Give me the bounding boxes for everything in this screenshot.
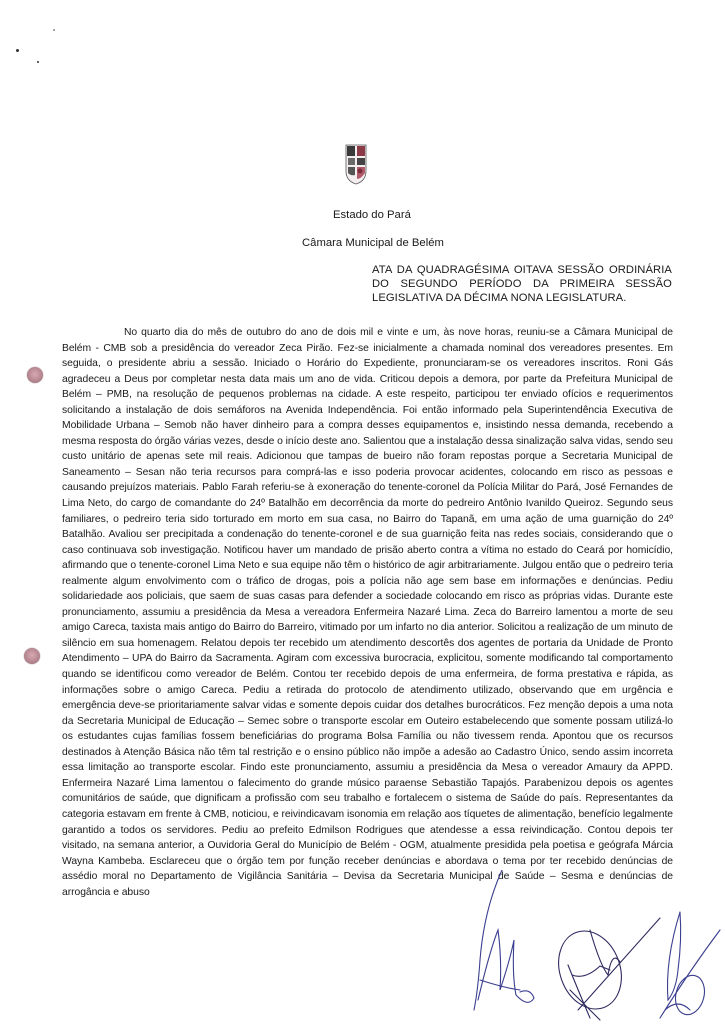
punch-hole-mark [27, 367, 43, 383]
signature-1 [474, 870, 534, 1010]
chamber-name: Câmara Municipal de Belém [302, 237, 444, 249]
coat-of-arms-icon [345, 143, 367, 185]
scan-speck [37, 61, 39, 63]
signature-2 [548, 918, 660, 1020]
signatures-area [450, 870, 725, 1024]
scan-speck [53, 29, 55, 31]
body-paragraph: No quarto dia do mês de outubro do ano de dois mil e vinte e um, às nove horas, reuniu-se a Câmara Municipal de Belém - CMB sob a presidência do vereador Zeca Pirão. Fez-se inicialmente a chamada nominal dos vereadores presentes. Em seguida, o presidente abriu a sessão. Iniciado o Horário do Expediente, pronunciaram-se os vereadores inscritos. Roni Gás agradeceu a Deus por completar nesta data mais um ano de vida. Criticou depois a demora, por parte da Prefeitura Municipal de Belém – PMB, na resolução de pequenos problemas na cidade. A este respeito, participou ter enviado ofícios e requerimentos solicitando a instalação de dois semáforos na Avenida Independência. Foi então informado pela Superintendência Executiva de Mobilidade Urbana – Semob não haver dinheiro para a compra desses equipamentos e, insistindo nessa demanda, recebendo a mesma resposta do órgão várias vezes, desde o início deste ano. Salientou que a instalação dessa sinalização salva vidas, sendo seu custo unitário de apenas sete mil reais. Adicionou que tampas de bueiro não foram repostas porque a Secretaria Municipal de Saneamento – Sesan não teria recursos para comprá-las e isso poderia provocar acidentes, colocando em risco as pessoas e causando prejuízos materiais. Pablo Farah referiu-se à exoneração do tenente-coronel da Polícia Militar do Pará, José Fernandes de Lima Neto, do cargo de comandante do 24º Batalhão em decorrência da morte do pedreiro Antônio Ivanildo Queiroz. Segundo seus familiares, o pedreiro teria sido torturado em morto em sua casa, no Bairro do Tapanã, em uma ação de uma guarnição do 24º Batalhão. Avaliou ser precipitada a condenação do tenente-coronel e de sua guarnição feita nas redes sociais, considerando que o caso continuava sob investigação. Notificou haver um mandado de prisão aberto contra a vítima no estado do Ceará por homicídio, afirmando que o tenente-coronel Lima Neto e sua equipe não têm o histórico de agir arbitrariamente. Julgou então que o pedreiro teria realmente algum envolvimento com o tráfico de drogas, pois a polícia não age sem base em informações e denúncias. Pediu solidariedade aos policiais, que saem de suas casas para defender a sociedade colocando em risco as próprias vidas. Durante este pronunciamento, assumiu a presidência da Mesa a vereadora Enfermeira Nazaré Lima. Zeca do Barreiro lamentou a morte de seu amigo Careca, taxista mais antigo do Bairro do Barreiro, vitimado por um infarto no dia anterior. Solicitou a realização de um minuto de silêncio em sua homenagem. Relatou depois ter recebido um atendimento descortês dos agentes de portaria da Unidade de Pronto Atendimento – UPA do Bairro da Sacramenta. Agiram com excessiva burocracia, explicitou, somente modificando tal comportamento quando se identificou como vereador de Belém. Contou ter recebido depois de uma enfermeira, de forma prestativa e rápida, as informações sobre o amigo Careca. Pediu a retirada do protocolo de atendimento utilizado, observando que em urgência e emergência deve-se prioritariamente salvar vidas e somente depois cuidar dos detalhes burocráticos. Fez menção depois a uma nota da Secretaria Municipal de Educação – Semec sobre o transporte escolar em Outeiro estabelecendo que somente possam utilizá-lo os estudantes cujas famílias fossem beneficiárias do programa Bolsa Família ou não tivessem renda. Apontou que os recursos destinados à Atenção Básica não têm tal restrição e o ensino público não impõe a adesão ao Cadastro Único, sendo assim incorreta essa limitação ao transporte escolar. Findo este pronunciamento, assumiu a presidência da Mesa o vereador Amaury da APPD. Enfermeira Nazaré Lima lamentou o falecimento do grande músico paraense Sebastião Tapajós. Parabenizou depois os agentes comunitários de saúde, que dignificam a profissão com seu trabalho e fortalecem o sistema de Saúde do país. Representantes da categoria estavam em frente à CMB, noticiou, e reivindicavam isonomia em relação aos tíquetes de alimentação, benefício legalmente garantido a todos os servidores. Pediu ao prefeito Edmilson Rodrigues que atendesse a essa reivindicação. Contou depois ter visitado, na semana anterior, a Ouvidoria Geral do Município de Belém - OGM, atualmente presidida pela poetisa e geógrafa Márcia Wayna Kambeba. Esclareceu que o órgão tem por função receber denúncias e abordava o tema por ter recebido denúncias de assédio moral no Departamento de Vigilância Sanitária – Devisa da Secretaria Municipal de Saúde – Sesma e denúncias de arrogância e abuso [62, 327, 674, 898]
state-name: Estado do Pará [333, 209, 411, 221]
punch-hole-mark [24, 648, 40, 664]
scan-speck [16, 49, 19, 52]
signature-3 [660, 912, 720, 1018]
minutes-body [62, 325, 673, 900]
document-title: ATA DA QUADRAGÉSIMA OITAVA SESSÃO ORDINÁRIA DO SEGUNDO PERÍODO DA PRIMEIRA SESSÃO LEGISLATIVA DA DÉCIMA NONA LEGISLATURA. [372, 264, 672, 305]
